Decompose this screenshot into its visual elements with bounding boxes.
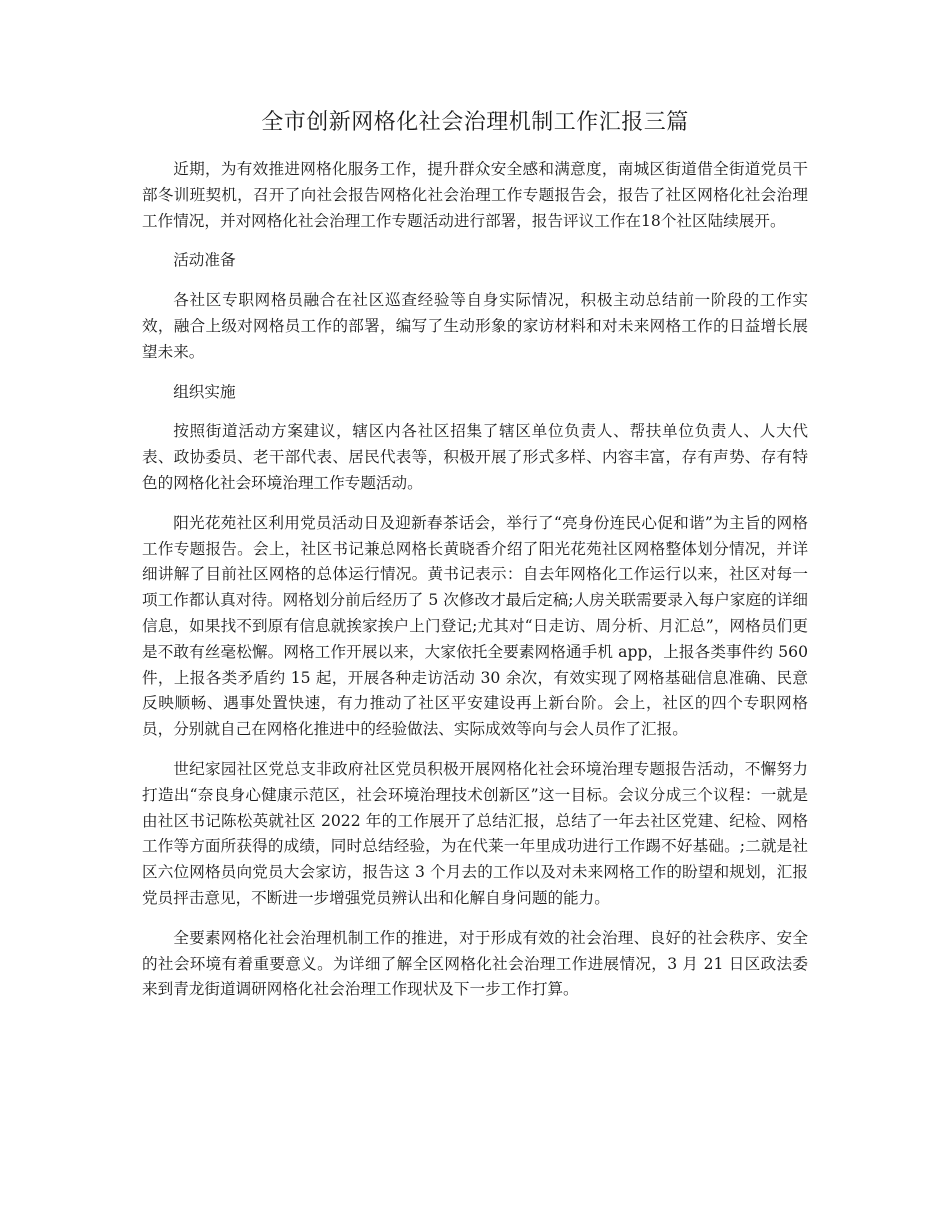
paragraph-conclusion: 全要素网格化社会治理机制工作的推进，对于形成有效的社会治理、良好的社会秩序、安全的社会环境有着重要意义。为详细了解全区网格化社会治理工作进展情况，3 月 21 日区政法委来到青龙街道调研网格化社会治理工作现状及下一步工作打算。 <box>142 928 808 999</box>
section-heading-preparation: 活动准备 <box>173 251 236 270</box>
paragraph-century-home-community: 世纪家园社区党总支非政府社区党员积极开展网格化社会环境治理专题报告活动，不懈努力打造出“奈良身心健康示范区，社会环境治理技术创新区”这一目标。会议分成三个议程：一就是由社区书记陈松英就社区 2022 年的工作展开了总结汇报，总结了一年去社区党建、纪检、网格工作等方面所获得的成绩，同时总结经验，为在代莱一年里成功进行工作踢不好基础。;二就是社区六位网格员向党员大会家访，报告这 3 个月去的工作以及对未来网格工作的盼望和规划，汇报党员抨击意见，不断进一步增强党员辨认出和化解自身问题的能力。 <box>142 759 808 907</box>
document-body <box>142 157 808 1017</box>
section-heading-implementation: 组织实施 <box>173 382 236 401</box>
paragraph-sunshine-community: 阳光花苑社区利用党员活动日及迎新春茶话会，举行了“亮身份连民心促和谐”为主旨的网格工作专题报告。会上，社区书记兼总网格长黄晓香介绍了阳光花苑社区网格整体划分情况，并详细讲解了目前社区网格的总体运行情况。黄书记表示：自去年网格化工作运行以来，社区对每一项工作都认真对待。网格划分前后经历了 5 次修改才最后定稿;人房关联需要录入每户家庭的详细信息，如果找不到原有信息就挨家挨户上门登记;尤其对“日走访、周分析、月汇总”，网格员们更是不敢有丝毫松懈。网格工作开展以来，大家依托全要素网格通手机 app，上报各类事件约 560 件，上报各类矛盾约 15 起，开展各种走访活动 30 余次，有效实现了网格基础信息准确、民意反映顺畅、遇事处置快速，有力推动了社区平安建设再上新台阶。会上，社区的四个专职网格员，分别就自己在网格化推进中的经验做法、实际成效等向与会人员作了汇报。 <box>142 513 808 739</box>
paragraph-intro: 近期，为有效推进网格化服务工作，提升群众安全感和满意度，南城区街道借全街道党员干部冬训班契机，召开了向社会报告网格化社会治理工作专题报告会，报告了社区网格化社会治理工作情况，并对网格化社会治理工作专题活动进行部署，报告评议工作在18个社区陆续展开。 <box>142 160 808 230</box>
document-title: 全市创新网格化社会治理机制工作汇报三篇 <box>261 110 689 135</box>
paragraph-implementation: 按照街道活动方案建议，辖区内各社区招集了辖区单位负责人、帮扶单位负责人、人大代表、政协委员、老干部代表、居民代表等，积极开展了形式多样、内容丰富，存有声势、存有特色的网格化社会环境治理工作专题活动。 <box>142 422 808 492</box>
paragraph-preparation: 各社区专职网格员融合在社区巡查经验等自身实际情况，积极主动总结前一阶段的工作实效，融合上级对网格员工作的部署，编写了生动形象的家访材料和对未来网格工作的日益增长展望未来。 <box>142 291 808 361</box>
